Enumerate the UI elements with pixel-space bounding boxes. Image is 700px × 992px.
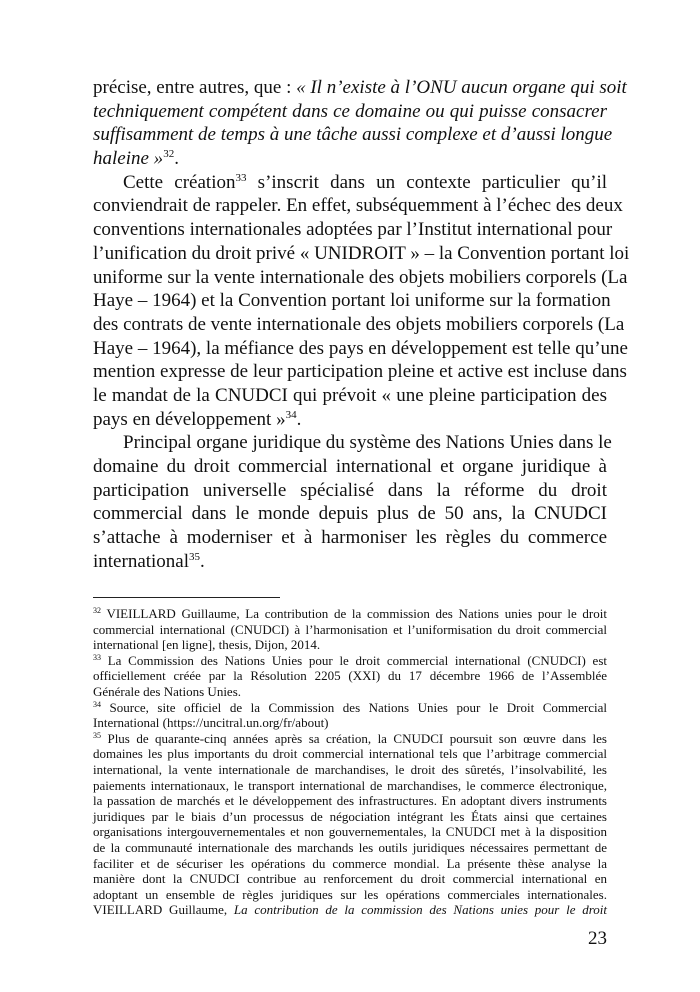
- footnote-line: [93, 668, 607, 684]
- text: Générale des Nations Unies.: [93, 683, 242, 699]
- text: de la communauté internationale des marchands les outils juridiques nécessaires permettant de: [93, 839, 607, 855]
- text: conviendrait de rappeler. En effet, subséquemment à l’échec des deux: [93, 195, 623, 217]
- text: commercial dans le monde depuis plus de 50 ans, la CNUDCI: [93, 503, 607, 525]
- footnote-ref: 35: [93, 730, 101, 740]
- footnote-line: [93, 606, 607, 622]
- footnote-line: [93, 856, 607, 872]
- footnote-ref: 33: [235, 171, 247, 184]
- text: faciliter et de sécuriser les opérations du commerce mondial. La présente thèse analyse la: [93, 855, 607, 871]
- text: commercial international (CNUDCI) à l’harmonisation et l’uniformisation du droit commercial: [93, 621, 607, 637]
- body-line: [93, 289, 611, 313]
- footnote-line: [93, 762, 607, 778]
- text: domaine du droit commercial international et organe juridique à: [93, 456, 607, 477]
- text: précise, entre autres, que :: [93, 77, 297, 98]
- footnote-line: [93, 637, 607, 653]
- footnote-ref: 33: [93, 652, 101, 662]
- footnote-line: [93, 887, 607, 903]
- body-line: [93, 218, 613, 242]
- body-line: [93, 76, 627, 100]
- body-line: [93, 384, 607, 408]
- text: .: [200, 550, 205, 572]
- italic-text: La contribution de la commission des Nations unies pour le droit: [233, 902, 607, 918]
- page-number: 23: [588, 928, 607, 949]
- body-line: [93, 502, 607, 526]
- footnote-line: [93, 731, 607, 747]
- text: Source, site officiel de la Commission des Nations Unies pour le Droit Commercial: [101, 699, 607, 715]
- text: Haye – 1964) et la Convention portant loi uniforme sur la formation: [93, 290, 611, 312]
- text: Haye – 1964), la méfiance des pays en développement est telle qu’une: [93, 337, 628, 359]
- body-line: [93, 337, 628, 361]
- text: conventions internationales adoptées par l’Institut international pour: [93, 219, 613, 241]
- footnote-ref: 34: [285, 408, 297, 421]
- body-line: [93, 455, 607, 479]
- text: l’unification du droit privé « UNIDROIT » – la Convention portant loi: [93, 242, 630, 264]
- footnote-line: [93, 746, 607, 762]
- footnotes: [93, 606, 607, 918]
- italic-text: « Il n’existe à l’ONU aucun organe qui soit: [296, 77, 627, 98]
- text: International (https://uncitral.un.org/fr/about): [93, 715, 329, 731]
- footnote-ref: 34: [93, 699, 101, 709]
- text: Principal organe juridique du système des Nations Unies dans le: [123, 432, 612, 454]
- body-line: [93, 100, 607, 124]
- italic-text: haleine »: [93, 148, 164, 170]
- text: domaines les plus importants du droit commercial international tels que l’arbitrage commercial: [93, 746, 607, 762]
- text: participation universelle spécialisé dans la réforme du droit: [93, 479, 607, 501]
- footnote-line: [93, 809, 607, 825]
- footnote-line: [93, 902, 607, 918]
- text: des contrats de vente internationale des objets mobiliers corporels (La: [93, 313, 625, 335]
- text: Plus de quarante-cinq années après sa création, la CNUDCI poursuit son œuvre dans les: [101, 730, 607, 746]
- footnote-separator: [93, 597, 280, 598]
- body-line: [93, 550, 607, 574]
- footnote-ref: 32: [163, 148, 175, 161]
- body-line: [93, 123, 613, 147]
- text: juridiques par le biais d’un processus de négociation intégrant les États ainsi que certaines: [93, 808, 607, 824]
- body-line: [93, 313, 625, 337]
- footnote-line: [93, 778, 607, 794]
- text: s’inscrit dans un contexte particulier qu’il: [246, 171, 607, 193]
- text: international [en ligne], thesis, Dijon, 2014.: [93, 637, 321, 653]
- text: VIEILLARD Guillaume,: [93, 902, 234, 918]
- text: manière dont la CNUDCI contribue au renforcement du droit commercial international en: [93, 871, 607, 887]
- text: La Commission des Nations Unies pour le droit commercial international (CNUDCI) est: [101, 652, 607, 668]
- footnote-line: [93, 871, 607, 887]
- body-line: [93, 266, 628, 290]
- text: officiellement créée par la Résolution 2205 (XXI) du 17 décembre 1966 de l’Assemblée: [93, 668, 607, 684]
- footnote-line: [93, 622, 607, 638]
- body-line: [93, 431, 612, 455]
- footnote-line: [93, 715, 607, 731]
- body-line: [93, 194, 623, 218]
- footnote-line: [93, 700, 607, 716]
- body-line: [93, 171, 607, 195]
- body-line: [93, 408, 607, 432]
- text: VIEILLARD Guillaume, La contribution de la commission des Nations unies pour le droit: [101, 606, 607, 621]
- body-text: [93, 76, 630, 573]
- footnote-line: [93, 840, 607, 856]
- text: uniforme sur la vente internationale des objets mobiliers corporels (La: [93, 266, 628, 288]
- text: adoptant un ensemble de règles juridiques sur les opérations commerciales internationales.: [93, 886, 607, 902]
- body-line: [93, 242, 630, 266]
- text: paiements internationaux, le transport international de marchandises, le commerce électronique,: [93, 777, 607, 793]
- text: international: [93, 550, 190, 572]
- text: international, la vente internationale de marchandises, le droit des sûretés, l’insolvabilité, les: [93, 761, 607, 777]
- body-line: [93, 360, 627, 384]
- body-line: [93, 479, 607, 503]
- text: .: [296, 408, 302, 430]
- text: s’attache à moderniser et à harmoniser les règles du commerce: [93, 527, 607, 549]
- footnote-line: [93, 793, 607, 809]
- text: Cette création: [123, 171, 236, 193]
- text: le mandat de la CNUDCI qui prévoit « une pleine participation des: [93, 384, 607, 406]
- footnote-line: [93, 824, 607, 840]
- text: pays en développement »: [93, 408, 286, 430]
- body-line: [93, 526, 607, 550]
- italic-text: suffisamment de temps à une tâche aussi complexe et d’aussi longue: [93, 124, 613, 146]
- text: organisations intergouvernementales et non gouvernementales, la CNUDCI met à la disposition: [93, 824, 607, 840]
- footnote-ref: 35: [189, 550, 201, 563]
- footnote-ref: 32: [93, 606, 101, 615]
- footnote-line: [93, 653, 607, 669]
- text: la passation de marchés et le développement des infrastructures. En adoptant divers instruments: [93, 793, 607, 809]
- text: .: [174, 148, 179, 170]
- text: mention expresse de leur participation pleine et active est incluse dans: [93, 361, 627, 383]
- footnote-line: [93, 684, 607, 700]
- italic-text: techniquement compétent dans ce domaine ou qui puisse consacrer: [93, 100, 607, 122]
- body-line: [93, 147, 607, 171]
